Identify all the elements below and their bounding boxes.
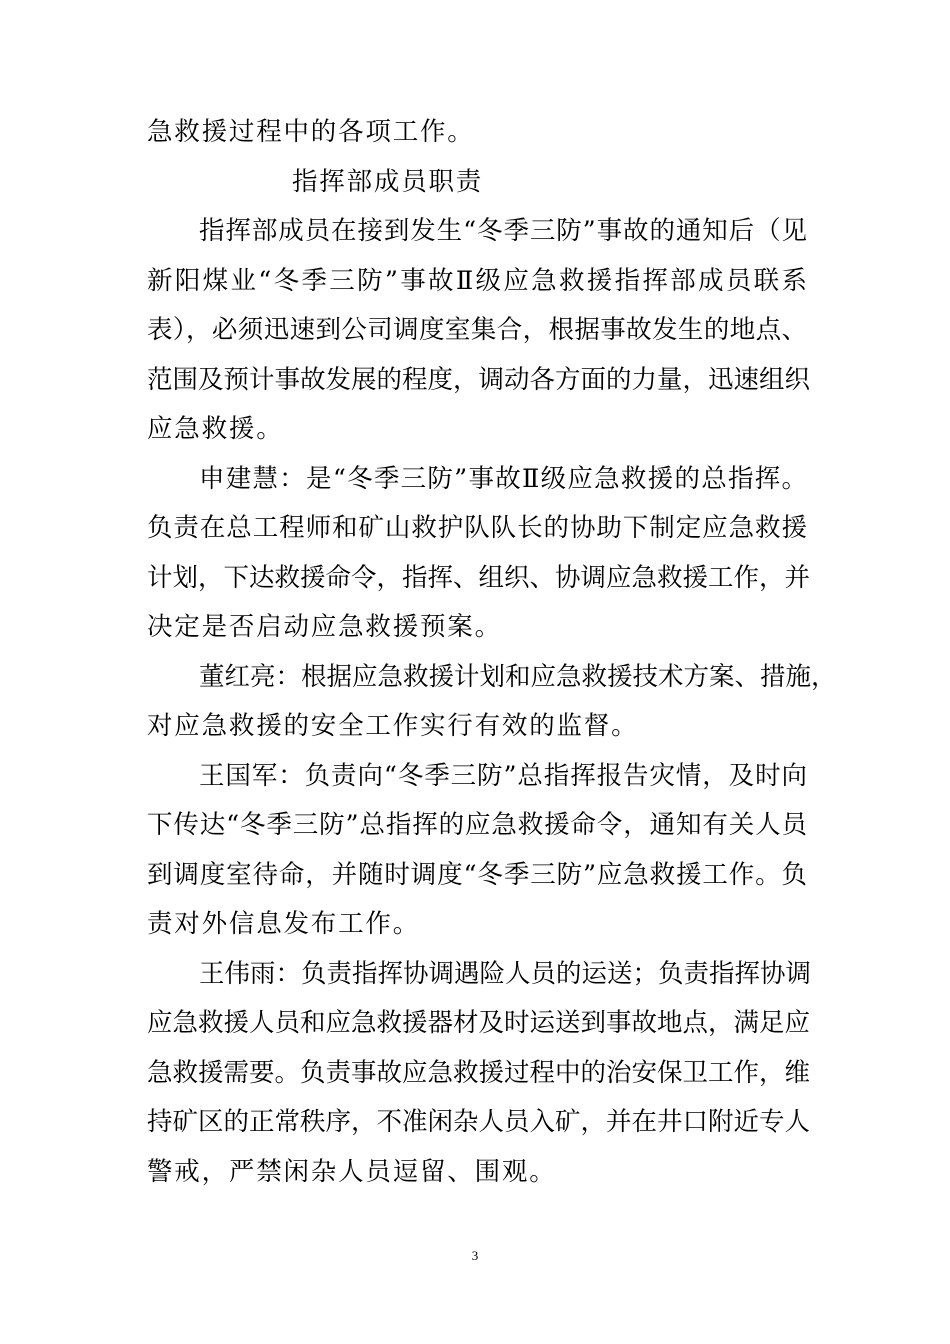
text-line-3: 指挥部成员在接到发生“冬季三防”事故的通知后（见	[199, 216, 807, 246]
section-heading: 指挥部成员职责	[292, 166, 484, 197]
text-line-12: 董红亮：根据应急救援计划和应急救援技术方案、措施，	[199, 661, 837, 692]
page-number: 3	[471, 1248, 479, 1263]
text-line-20: 急救援需要。负责事故应急救援过程中的治安保卫工作，维	[147, 1057, 811, 1088]
text-line-19: 应急救援人员和应急救援器材及时运送到事故地点，满足应	[147, 1008, 811, 1038]
text-line-8: 申建慧：是“冬季三防”事故Ⅱ级应急救援的总指挥。	[199, 463, 807, 494]
text-line-11: 决定是否启动应急救援预案。	[147, 612, 502, 642]
text-line-9: 负责在总工程师和矿山救护队队长的协助下制定应急救援	[147, 513, 807, 543]
body-text	[147, 108, 837, 1197]
text-line-18: 王伟雨：负责指挥协调遇险人员的运送；负责指挥协调	[199, 958, 812, 989]
text-line-1: 急救援过程中的各项工作。	[147, 117, 475, 147]
text-line-7: 应急救援。	[147, 414, 284, 444]
text-line-21: 持矿区的正常秩序，不准闲杂人员入矿，并在井口附近专人	[147, 1107, 811, 1137]
text-line-10: 计划，下达救援命令，指挥、组织、协调应急救援工作，并	[147, 562, 811, 593]
text-line-14: 王国军：负责向“冬季三防”总指挥报告灾情，及时向	[199, 760, 807, 791]
text-line-16: 到调度室待命，并随时调度“冬季三防”应急救援工作。负	[147, 859, 807, 890]
text-line-15: 下传达“冬季三防”总指挥的应急救援命令，通知有关人员	[147, 810, 807, 840]
text-line-6: 范围及预计事故发展的程度，调动各方面的力量，迅速组织	[147, 364, 811, 395]
text-line-17: 责对外信息发布工作。	[147, 909, 421, 939]
text-line-13: 对应急救援的安全工作实行有效的监督。	[147, 711, 639, 741]
text-line-22: 警戒，严禁闲杂人员逗留、围观。	[147, 1156, 557, 1187]
text-line-4: 新阳煤业“冬季三防”事故Ⅱ级应急救援指挥部成员联系	[147, 265, 807, 296]
text-line-5: 表），必须迅速到公司调度室集合，根据事故发生的地点、	[147, 315, 807, 345]
